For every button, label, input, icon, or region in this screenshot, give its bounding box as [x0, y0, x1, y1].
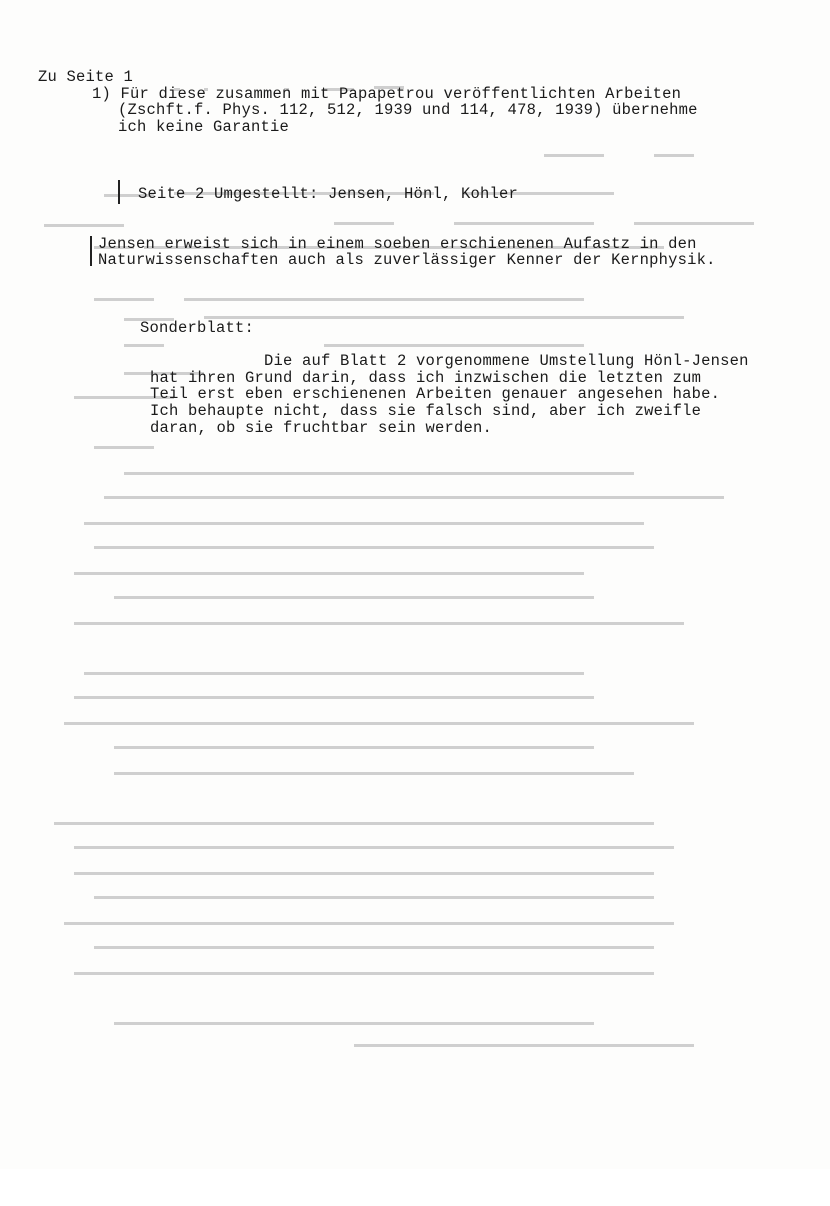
jensen-line-2: Naturwissenschaften auch als zuverlässiger Kenner der Kernphysik. — [98, 251, 716, 269]
footnote-line-3: ich keine Garantie — [118, 118, 290, 136]
sonderblatt-line-1: Die auf Blatt 2 vorgenommene Umstellung Hönl-Jensen — [264, 352, 749, 370]
margin-bracket-jensen — [90, 236, 92, 266]
seite2-note: Seite 2 Umgestellt: Jensen, Hönl, Kohler — [138, 185, 519, 203]
page-heading: Zu Seite 1 — [38, 68, 134, 86]
sonderblatt-line-5: daran, ob sie fruchtbar sein werden. — [150, 419, 493, 437]
sonderblatt-line-3: Teil erst eben erschienenen Arbeiten genauer angesehen habe. — [150, 385, 721, 403]
sonderblatt-line-4: Ich behaupte nicht, dass sie falsch sind, aber ich zweifle — [150, 402, 702, 420]
margin-bracket-seite2 — [118, 180, 120, 204]
footnote-line-1: 1) Für diese zusammen mit Papapetrou veröffentlichten Arbeiten — [92, 85, 682, 103]
jensen-line-1: Jensen erweist sich in einem soeben erschienenen Aufastz in den — [98, 235, 697, 253]
sonderblatt-line-2: hat ihren Grund darin, dass ich inzwischen die letzten zum — [150, 369, 702, 387]
sonderblatt-label: Sonderblatt: — [140, 319, 255, 337]
footnote-line-2: (Zschft.f. Phys. 112, 512, 1939 und 114, 478, 1939) übernehme — [118, 101, 698, 119]
